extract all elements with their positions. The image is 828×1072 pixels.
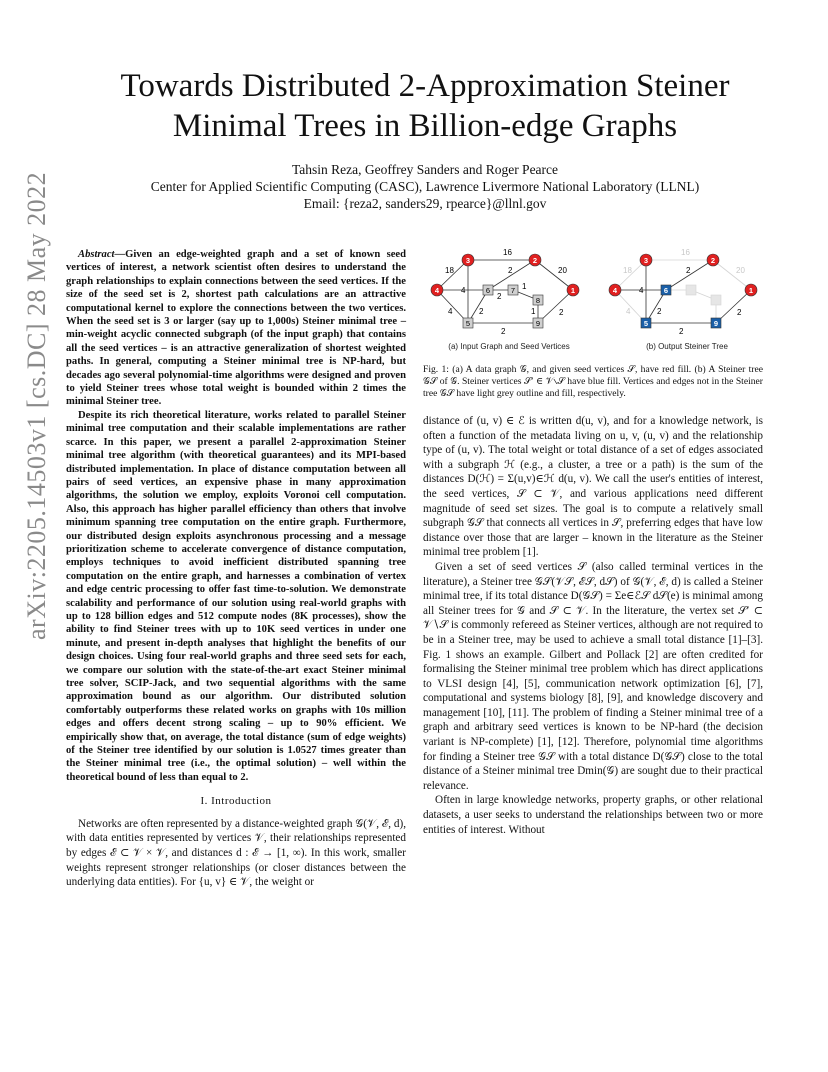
panel-a	[431, 248, 579, 351]
right-paragraph-1: distance of (u, v) ∈ ℰ is written d(u, v), and for a knowledge network, is often a function of the metadata living on u, v, (u, v) and the relationship type of (u, v). The total weight or total distance of a set of edges associated with a subgraph ℋ (e.g., a cluster, a tree or a path) is the sum of the distances D(ℋ) = Σ(u,v)∈ℋ d(u, v). We call the user's entities of interest, the seed vertices, 𝒮 ⊂ 𝒱, and various applications need different magnitude of seed set sizes. The goal is to compute a relatively small subgraph 𝒢𝒮 that connects all vertices in 𝒮, preferring edges that have low distance over those that are larger – known in the literature as the Steiner minimal tree problem [1].	[423, 415, 763, 559]
subcaption-b: (b) Output Steiner Tree	[646, 342, 728, 351]
figure-caption: Fig. 1: (a) A data graph 𝒢, and given seed vertices 𝒮, have red fill. (b) A Steiner tree 𝒢𝒮 of 𝒢. Steiner vertices 𝒮′ ∈ 𝒱∖𝒮 have blue fill. Vertices and edges not in the Steiner tree 𝒢𝒮 have light grey outline and fill, respectively.	[423, 364, 763, 399]
svg-text:2: 2	[657, 307, 662, 316]
svg-text:3: 3	[643, 256, 649, 265]
author-names: Tahsin Reza, Geoffrey Sanders and Roger Pearce	[291, 162, 559, 177]
title-line-1: Towards Distributed 2-Approximation Steiner	[120, 68, 730, 104]
svg-text:4: 4	[612, 286, 618, 295]
intro-paragraph-1: Networks are often represented by a distance-weighted graph 𝒢(𝒱, ℰ, d), with data entities represented by vertices 𝒱, their relationships represented by edges ℰ ⊂ 𝒱 × 𝒱, and distances d : ℰ → [1, ∞). In this work, smaller weights represent stronger relationships (or closer distances between the underlying data entities). For {u, v} ∈ 𝒱, the weight or	[66, 817, 406, 889]
svg-text:2: 2	[479, 307, 484, 316]
svg-text:16: 16	[681, 248, 690, 257]
abstract-label: Abstract	[78, 249, 115, 260]
subcaption-a: (a) Input Graph and Seed Vertices	[448, 342, 570, 351]
author-block	[80, 161, 770, 212]
svg-text:20: 20	[558, 266, 567, 275]
svg-text:4: 4	[639, 286, 644, 295]
svg-text:16: 16	[503, 248, 512, 257]
figure-1	[423, 248, 763, 360]
svg-text:4: 4	[434, 286, 440, 295]
svg-text:1: 1	[522, 282, 527, 291]
vertex-7-b	[686, 285, 696, 295]
svg-text:9: 9	[535, 319, 541, 328]
svg-text:2: 2	[501, 327, 506, 336]
svg-text:6: 6	[485, 286, 491, 295]
figure-1-graphs	[423, 248, 763, 360]
svg-text:9: 9	[713, 319, 719, 328]
paper-title	[80, 66, 770, 146]
svg-text:1: 1	[531, 307, 536, 316]
svg-text:18: 18	[623, 266, 632, 275]
vertex-8-b	[711, 295, 721, 305]
svg-text:1: 1	[570, 286, 576, 295]
svg-text:20: 20	[736, 266, 745, 275]
svg-text:2: 2	[710, 256, 716, 265]
svg-text:5: 5	[465, 319, 471, 328]
affiliation: Center for Applied Scientific Computing (CASC), Lawrence Livermore National Laboratory (LLNL)	[150, 179, 700, 194]
svg-text:3: 3	[465, 256, 471, 265]
svg-text:6: 6	[663, 286, 669, 295]
panel-b	[609, 248, 757, 351]
svg-text:2: 2	[686, 266, 691, 275]
svg-text:18: 18	[445, 266, 454, 275]
svg-text:4: 4	[448, 307, 453, 316]
right-column	[423, 248, 763, 837]
right-paragraph-3: Often in large knowledge networks, property graphs, or other relational datasets, a user seeks to understand the relationships between two or more entities of interest. Without	[423, 794, 763, 836]
svg-text:5: 5	[643, 319, 649, 328]
svg-text:2: 2	[679, 327, 684, 336]
svg-text:1: 1	[748, 286, 754, 295]
abstract-text-1: —Given an edge-weighted graph and a set of known seed vertices of interest, a network scientist often desires to understand the graph relationships to explain connections between the seed vertices. If the size of the seed set is 2, shortest path calculations are an attractive computational kernel to explore the connections between the two vertices. When the seed set is 3 or larger (say up to 1,000s) Steiner minimal tree – min-weight acyclic connected subgraph (of the input graph) that contains all the seed vertices – is an attractive generalization of shortest weighted paths. In general, computing a Steiner minimal tree is NP-hard, but decades ago several polynomial-time algorithms were designed and proven to yield Steiner trees whose total weight is bounded within 2 times the minimal Steiner tree.	[66, 249, 406, 408]
abstract-paragraph-2: Despite its rich theoretical literature, works related to parallel Steiner minimal tree computation and their scalable implementations are rather scarce. In this paper, we present a parallel 2-approximation Steiner minimal tree algorithm (with theoretical guarantees) and its MPI-based distributed implementation. In place of distance computation between all pairs of seed vertices, an expensive phase in many approximation algorithms, the solution we employ, exploits Voronoi cell computation. Also, this approach has higher parallel efficiency than others that involve minimum spanning tree computation on the entire graph. Furthermore, our distributed design exploits asynchronous processing and a message prioritization scheme to accelerate convergence of distance computation, employs techniques to avoid inefficient distributed spanning tree computation on the entire graph, and harnesses a combination of vertex and edge centric processing to offer fast time-to-solution. We demonstrate scalability and performance of our solution using real-world graphs with up to 128 billion edges and 512 compute nodes (8K processes), show the ability to find Steiner trees with up to 10K seed vertices in under one minute, and present in-depth analyses that highlight the benefits of our design choices. Using four real-world graphs and three seed sets for each, we compare our solution with the state-of-the-art exact Steiner minimal tree solver, SCIP-Jack, and two sequential algorithms with the same approximation bound as our algorithm. Our distributed solution comfortably outperforms these related works on graphs with 10s million edges and offers decent strong scaling – up to 90% efficient. We empirically show that, on average, the total distance (sum of edge weights) of the Steiner tree identified by our solution is 1.0527 times greater than the Steiner minimal tree (i.e., the optimal solution) – well within the theoretical bound of less than equal to 2.	[66, 409, 406, 783]
left-column	[66, 248, 406, 890]
svg-text:2: 2	[532, 256, 538, 265]
section-heading: I. Introduction	[200, 795, 272, 808]
svg-text:4: 4	[626, 307, 631, 316]
svg-text:8: 8	[535, 296, 541, 305]
title-line-2: Minimal Trees in Billion-edge Graphs	[172, 108, 678, 144]
abstract-paragraph-1	[66, 248, 406, 409]
svg-text:4: 4	[461, 286, 466, 295]
svg-text:7: 7	[510, 286, 516, 295]
svg-text:2: 2	[497, 292, 502, 301]
svg-text:2: 2	[737, 308, 742, 317]
svg-text:2: 2	[559, 308, 564, 317]
svg-text:2: 2	[508, 266, 513, 275]
email: Email: {reza2, sanders29, rpearce}@llnl.gov	[303, 196, 547, 211]
right-paragraph-2: Given a set of seed vertices 𝒮 (also called terminal vertices in the literature), a Steiner tree 𝒢𝒮(𝒱𝒮, ℰ𝒮, d𝒮) of 𝒢(𝒱, ℰ, d) is called a Steiner minimal tree, if its total distance D(𝒢𝒮) = Σe∈ℰ𝒮 d𝒮(e) is minimal among all Steiner trees for 𝒢 and 𝒮 ⊂ 𝒱. In the literature, the vertex set 𝒮′ ⊂ 𝒱∖𝒮 is commonly refereed as Steiner vertices, although are not required to be in a Steiner tree, may be used to achieve a small total distance [1]–[3]. Fig. 1 shows an example. Gilbert and Pollack [2] are often credited for formalising the Steiner minimal tree problem which has direct applications to VLSI design [4], [5], communication network optimization [6], [7], computational and systems biology [8], [9], and knowledge discovery and management [10], [11]. The problem of finding a Steiner minimal tree of a graph and arbitrary seed vertices is known to be NP-hard (the decision variant is NP-complete) [1], [12]. Therefore, polynomial time algorithms for finding a Steiner tree 𝒢𝒮 with a total distance D(𝒢𝒮) close to the total distance of a Steiner minimal tree Dmin(𝒢) are sought due to their practical relevance.	[423, 560, 763, 792]
